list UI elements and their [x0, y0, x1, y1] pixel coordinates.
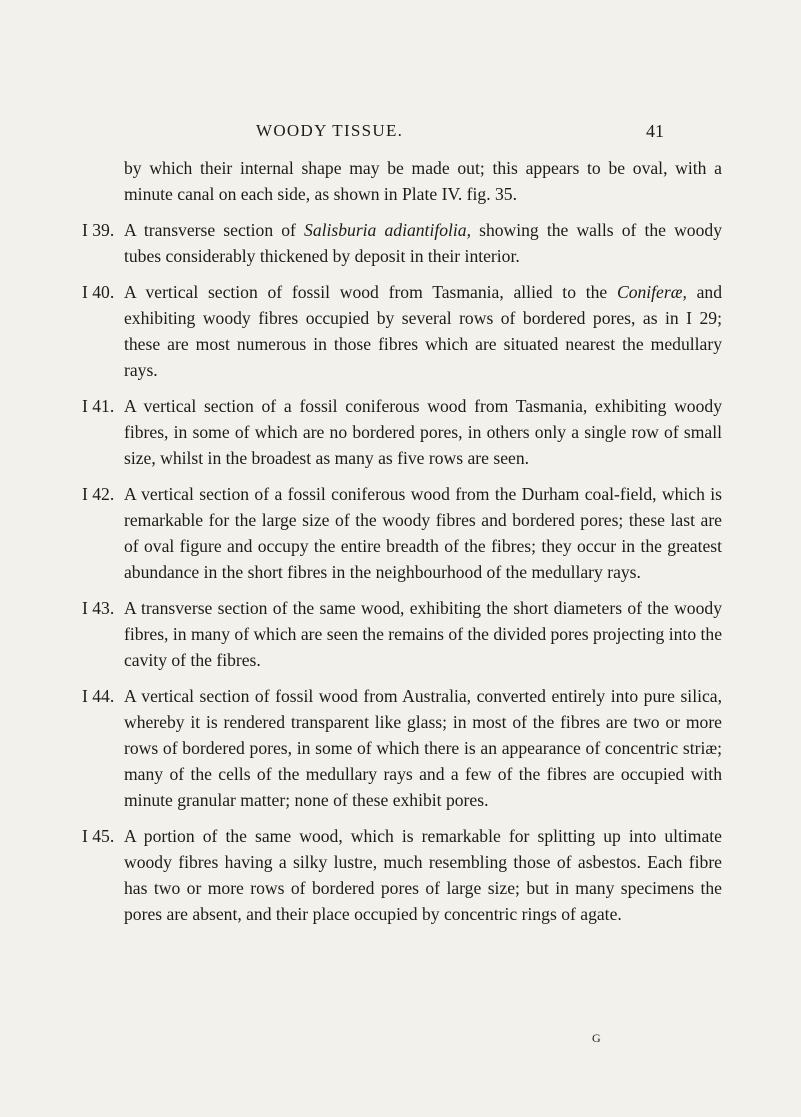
entry-number: I 44.: [82, 686, 115, 706]
entry-text: A vertical section of fossil wood from Australia, converted entirely into pure silica, whereby it is rendered transparent like glass; in most of the fibres are two or more rows of bordered pores, in some of which there is an appearance of concentric striæ; many of the cells of the medullary rays and a few of the fibres are occupied with minute granular matter; none of these exhibit pores.: [124, 686, 722, 810]
entry-text: A transverse section of the same wood, exhibiting the short diameters of the woody fibres, in many of which are seen the remains of the divided pores projecting into the cavity of the fibres.: [124, 598, 723, 670]
page-number: 41: [646, 121, 664, 141]
entry-i41: [82, 393, 722, 471]
entry-i45: [82, 823, 722, 927]
entry-i40: [82, 279, 722, 383]
signature-mark: G: [592, 1031, 602, 1045]
entry-text-before: A transverse section of: [124, 220, 305, 240]
entry-text: A vertical section of a fossil coniferous wood from the Durham coal-field, which is remarkable for the large size of the woody fibres and bordered pores; these last are of oval figure and occupy the entire breadth of the fibres; they occur in the greatest abundance in the short fibres in the neighbourhood of the medullary rays.: [124, 484, 722, 582]
entry-number: I 39.: [82, 220, 115, 240]
entry-text: [124, 279, 722, 383]
page-body: [82, 155, 722, 937]
entry-number: I 40.: [82, 282, 115, 302]
running-title: WOODY TISSUE.: [256, 121, 404, 140]
entry-text-before: A vertical section of fossil wood from Tasmania, allied to the: [124, 282, 617, 302]
entry-text: A portion of the same wood, which is remarkable for splitting up into ultimate woody fibres having a silky lustre, much resembling those of asbestos. Each fibre has two or more rows of bordered pores of large size; but in many specimens the pores are absent, and their place occupied by concentric rings of agate.: [124, 826, 722, 924]
continuation-paragraph: by which their internal shape may be made out; this appears to be oval, with a minute canal on each side, as shown in Plate IV. fig. 35.: [124, 158, 722, 204]
entry-number: I 43.: [82, 598, 115, 618]
entry-i42: [82, 481, 722, 585]
entry-i44: [82, 683, 722, 813]
entry-text-after: and exhibiting woody fibres occupied by several rows of bordered pores, as in I 29; these are most numerous in those fibres which are situated nearest the medullary rays.: [124, 282, 722, 380]
taxon-name: Coniferæ,: [616, 282, 687, 302]
entry-number: I 41.: [82, 396, 115, 416]
entry-i43: [82, 595, 722, 673]
entry-text: A vertical section of a fossil coniferous wood from Tasmania, exhibiting woody fibres, in some of which are no bordered pores, in others only a single row of small size, whilst in the broadest as many as five rows are seen.: [124, 396, 722, 468]
species-name: Salisburia adiantifolia,: [304, 220, 471, 240]
entry-number: I 45.: [82, 826, 115, 846]
entry-text: [124, 217, 722, 269]
entry-number: I 42.: [82, 484, 115, 504]
entry-i39: [82, 217, 722, 269]
entry-text-after: showing the walls of the woody tubes considerably thickened by deposit in their interior.: [124, 220, 722, 266]
